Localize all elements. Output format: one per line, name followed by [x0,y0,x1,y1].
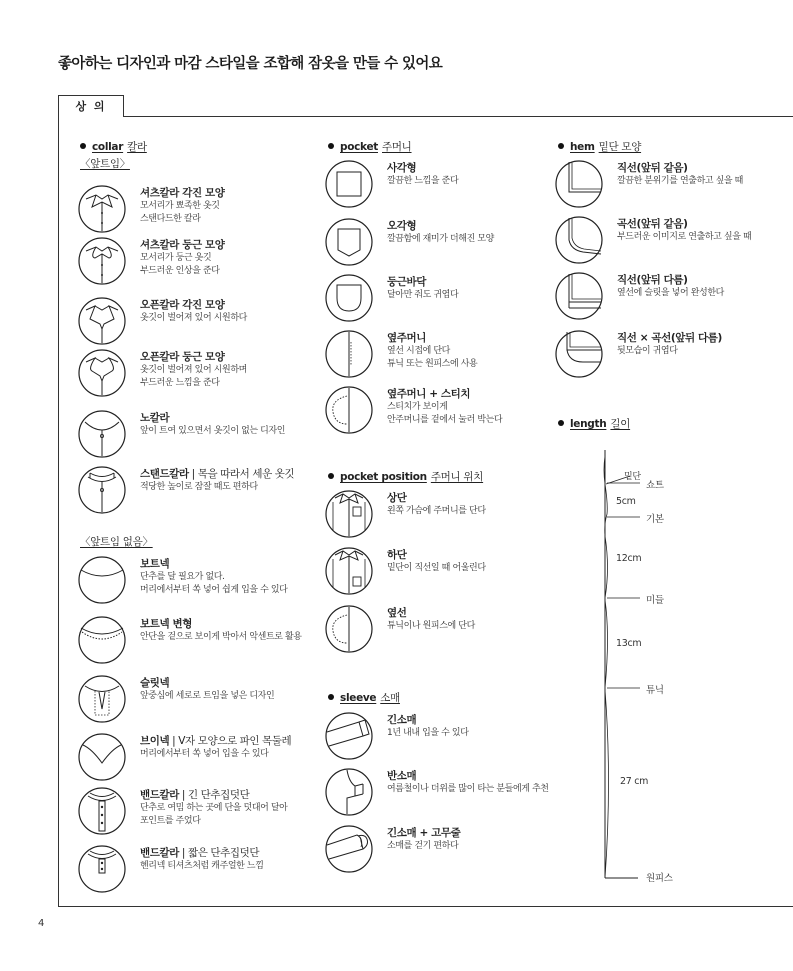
long-sleeve-elastic-icon [325,825,373,873]
pocket-item-name: 옆주머니 + 스티치 [387,388,471,400]
length-middle-label: 미들 [646,595,664,606]
open-collar-square-icon [78,297,126,345]
length-measure-13cm: 13cm [616,638,642,649]
collar-item-name: 보트넥 [140,558,170,570]
page-title: 좋아하는 디자인과 마감 스타일을 조합해 잠옷을 만들 수 있어요 [58,56,443,72]
hem-item-desc: 부드러운 이미지로 연출하고 싶을 때 [617,232,752,242]
page-number: 4 [38,918,45,929]
pocket-position-name: 하단 [387,549,407,561]
bullet-icon [80,143,86,149]
collar-item-name: 셔츠칼라 둥근 모양 [140,239,225,251]
hem-item-desc: 뒷모습이 귀엽다 [617,346,678,356]
round-bottom-pocket-icon [325,274,373,322]
bullet-icon [558,143,564,149]
collar-item-name: 오픈칼라 둥근 모양 [140,351,225,363]
pocket-item-desc: 스티치가 보이게 [387,402,448,412]
sleeve-item-name: 긴소매 + 고무줄 [387,827,461,839]
pocket-item-desc: 안주머니를 겉에서 눌러 박는다 [387,415,503,425]
collar-item-desc: 앞이 트여 있으면서 옷깃이 없는 디자인 [140,426,286,436]
sleeve-section-title: sleeve 소매 [328,690,400,705]
pocket-item-name: 옆주머니 [387,332,426,344]
sleeve-item-name: 반소매 [387,770,417,782]
pocket-section-title: pocket 주머니 [328,139,412,154]
collar-subtitle-open-front: 〈앞트임〉 [80,158,130,170]
bullet-icon [558,420,564,426]
length-section-title: length 길이 [558,416,630,431]
pocket-item-name: 오각형 [387,220,417,232]
curved-hem-same-icon [555,216,603,264]
length-measure-12cm: 12cm [616,553,642,564]
hem-item-desc: 깔끔한 분위기를 연출하고 싶을 때 [617,176,743,186]
pentagon-pocket-icon [325,218,373,266]
sleeve-item-desc: 여름철이나 더위를 많이 타는 분들에게 추천 [387,784,549,794]
collar-item-desc: 부드러운 인상을 준다 [140,266,220,276]
no-collar-icon [78,410,126,458]
bullet-icon [328,143,334,149]
bullet-icon [328,473,334,479]
length-basic-label: 기본 [646,514,664,525]
vneck-icon [78,733,126,781]
pocket-position-name: 상단 [387,492,407,504]
collar-item-name: 밴드칼라 | 긴 단추집덧단 [140,789,250,801]
collar-item-name: 오픈칼라 각진 모양 [140,299,225,311]
collar-item-name: 셔츠칼라 각진 모양 [140,187,225,199]
pocket-position-name: 옆선 [387,607,407,619]
collar-item-desc: 단추로 여밈 하는 곳에 단을 덧대어 달아 [140,803,288,813]
length-measure-5cm: 5cm [616,496,636,507]
stand-collar-icon [78,466,126,514]
pocket-item-desc: 깔끔함에 재미가 더해진 모양 [387,234,494,244]
collar-item-desc: 적당한 높이로 잠잘 때도 편하다 [140,482,258,492]
collar-item-desc: 모서리가 뾰족한 옷깃 [140,201,220,211]
collar-item-desc: 옷깃이 벌어져 있어 시원하다 [140,313,247,323]
pocket-position-section-title: pocket position 주머니 위치 [328,469,483,484]
collar-item-desc: 안단을 겉으로 보이게 박아서 악센트로 활용 [140,632,302,642]
pocket-position-desc: 밑단이 직선일 때 어울린다 [387,563,486,573]
boatneck-variant-icon [78,616,126,664]
side-pocket-position-icon [325,605,373,653]
collar-section-title: collar 칼라 [80,139,147,154]
pocket-item-desc: 깔끔한 느낌을 준다 [387,176,459,186]
collar-item-name: 슬릿넥 [140,677,170,689]
collar-item-desc: 옷깃이 벌어져 있어 시원하며 [140,365,247,375]
hem-item-name: 곡선(앞뒤 같음) [617,218,688,230]
collar-item-name: 보트넥 변형 [140,618,192,630]
length-short-label: 쇼트 [646,480,664,491]
hem-item-name: 직선(앞뒤 다름) [617,274,688,286]
hem-mark-label: 밑단 [624,472,641,482]
pocket-position-desc: 튜닉이나 원피스에 단다 [387,621,475,631]
sleeve-item-desc: 소매를 걷기 편하다 [387,841,459,851]
hem-item-name: 직선 × 곡선(앞뒤 다름) [617,332,722,344]
collar-item-desc: 포인트를 주었다 [140,816,201,826]
square-pocket-icon [325,160,373,208]
collar-item-name: 브이넥 | V자 모양으로 파인 목둘레 [140,735,292,747]
collar-item-desc: 스탠다드한 칼라 [140,214,201,224]
band-collar-long-placket-icon [78,787,126,835]
straight-curved-hem-icon [555,330,603,378]
collar-item-name: 노칼라 [140,412,170,424]
straight-hem-same-icon [555,160,603,208]
collar-item-desc: 머리에서부터 쏙 넣어 쉽게 입을 수 있다 [140,585,288,595]
shirt-collar-square-icon [78,185,126,233]
length-measure-27cm: 27 cm [620,776,649,787]
short-sleeve-icon [325,768,373,816]
pocket-item-name: 둥근바닥 [387,276,426,288]
upper-pocket-position-icon [325,490,373,538]
collar-subtitle-closed-front: 〈앞트임 없음〉 [80,536,153,548]
pocket-item-desc: 튜닉 또는 원피스에 사용 [387,359,478,369]
collar-item-name: 밴드칼라 | 짧은 단추집덧단 [140,847,260,859]
length-tunic-label: 튜닉 [646,685,664,696]
open-collar-round-icon [78,349,126,397]
bullet-icon [328,694,334,700]
sleeve-item-desc: 1년 내내 입을 수 있다 [387,728,469,738]
straight-hem-different-icon [555,272,603,320]
tab-top-garment: 상 의 [58,95,124,117]
pocket-item-name: 사각형 [387,162,417,174]
slitneck-icon [78,675,126,723]
lower-pocket-position-icon [325,547,373,595]
collar-item-desc: 단추를 달 필요가 없다. [140,572,225,582]
side-pocket-icon [325,330,373,378]
collar-item-desc: 머리에서부터 쏙 넣어 입을 수 있다 [140,749,269,759]
sleeve-item-name: 긴소매 [387,714,417,726]
collar-item-desc: 헨리넥 티셔츠처럼 캐주얼한 느낌 [140,861,264,871]
band-collar-short-placket-icon [78,845,126,893]
shirt-collar-round-icon [78,237,126,285]
collar-item-desc: 부드러운 느낌을 준다 [140,378,220,388]
hem-item-desc: 옆선에 슬릿을 넣어 완성한다 [617,288,724,298]
pocket-position-desc: 왼쪽 가슴에 주머니를 단다 [387,506,486,516]
collar-item-desc: 모서리가 둥근 옷깃 [140,253,212,263]
pocket-item-desc: 달아만 줘도 귀엽다 [387,290,459,300]
collar-item-name: 스탠드칼라 | 목을 따라서 세운 옷깃 [140,468,295,480]
hem-section-title: hem 밑단 모양 [558,139,641,154]
long-sleeve-icon [325,712,373,760]
pocket-item-desc: 옆선 시접에 단다 [387,346,450,356]
boatneck-icon [78,556,126,604]
length-onepiece-label: 원피스 [646,873,673,884]
side-pocket-stitch-icon [325,386,373,434]
hem-item-name: 직선(앞뒤 같음) [617,162,688,174]
collar-item-desc: 앞중심에 세로로 트임을 넣은 디자인 [140,691,275,701]
